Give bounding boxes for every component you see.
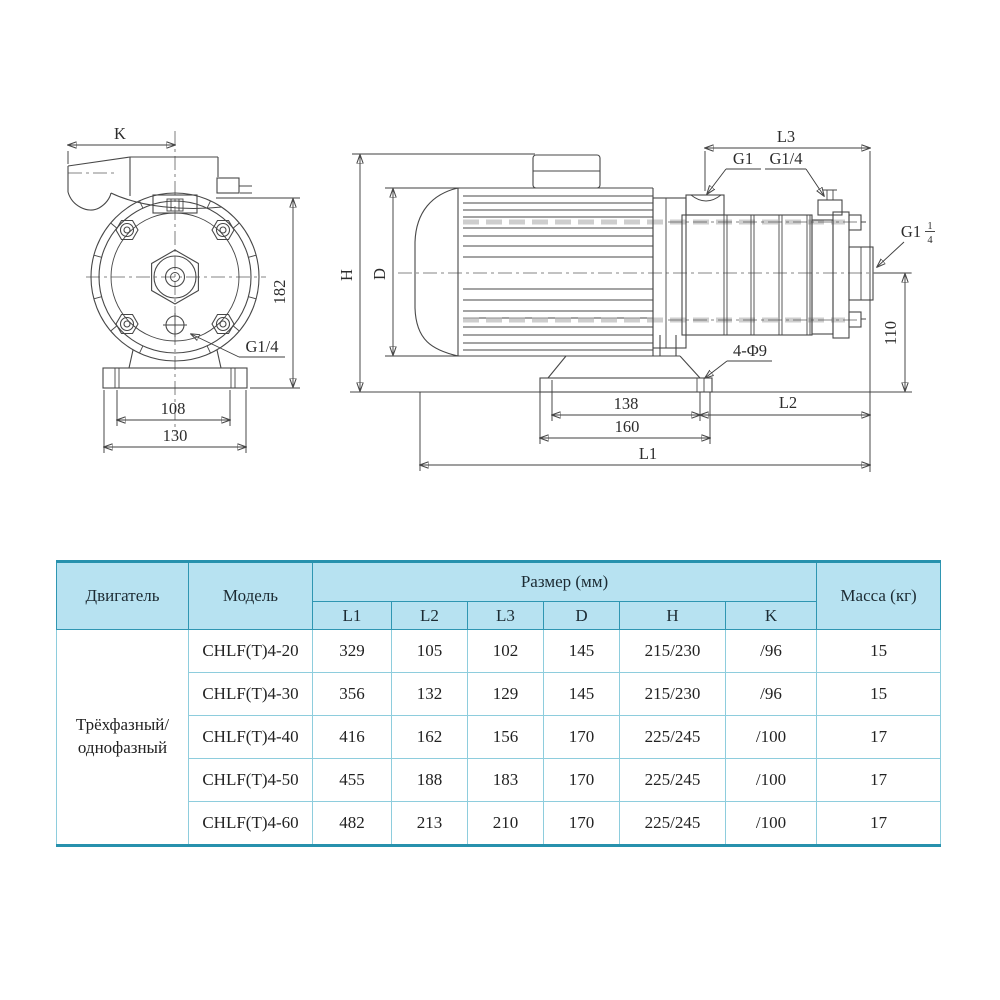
d-cell: 170 xyxy=(544,802,620,846)
table-row xyxy=(57,673,941,716)
k-cell: /96 xyxy=(726,630,817,673)
header-model: Модель xyxy=(189,562,313,630)
motor-type-cell xyxy=(57,630,189,846)
dim-138-label: 138 xyxy=(613,394,639,413)
front-view xyxy=(68,124,300,453)
header-col-l2: L2 xyxy=(392,602,468,630)
mass-cell: 17 xyxy=(817,716,941,759)
l1-cell: 329 xyxy=(313,630,392,673)
dim-130-label: 130 xyxy=(162,426,188,445)
table-row xyxy=(57,716,941,759)
dim-h-label: H xyxy=(337,269,356,281)
l1-cell: 356 xyxy=(313,673,392,716)
inlet-port-label: G1 xyxy=(732,149,754,168)
h-cell: 225/245 xyxy=(620,716,726,759)
side-view xyxy=(337,127,935,472)
h-cell: 225/245 xyxy=(620,802,726,846)
table-row xyxy=(57,759,941,802)
header-col-k: K xyxy=(726,602,817,630)
dim-110-label: 110 xyxy=(881,320,900,346)
k-cell: /96 xyxy=(726,673,817,716)
l2-cell: 132 xyxy=(392,673,468,716)
l3-cell: 102 xyxy=(468,630,544,673)
header-col-h: H xyxy=(620,602,726,630)
l2-cell: 162 xyxy=(392,716,468,759)
model-cell: CHLF(T)4-20 xyxy=(189,630,313,673)
l2-cell: 188 xyxy=(392,759,468,802)
motor-type-line1: Трёхфазный/ xyxy=(75,715,170,735)
l1-cell: 455 xyxy=(313,759,392,802)
d-cell: 145 xyxy=(544,673,620,716)
h-cell: 215/230 xyxy=(620,673,726,716)
dim-l3-label: L3 xyxy=(776,127,796,146)
discharge-port-label: G1 xyxy=(900,222,922,241)
mass-cell: 17 xyxy=(817,802,941,846)
dim-d-label: D xyxy=(370,268,389,280)
mass-cell: 15 xyxy=(817,630,941,673)
l1-cell: 482 xyxy=(313,802,392,846)
header-motor: Двигатель xyxy=(57,562,189,630)
header-col-l3: L3 xyxy=(468,602,544,630)
vent-port-label: G1/4 xyxy=(769,149,803,168)
model-cell: CHLF(T)4-30 xyxy=(189,673,313,716)
k-cell: /100 xyxy=(726,802,817,846)
dim-l2-label: L2 xyxy=(778,393,798,412)
header-col-d: D xyxy=(544,602,620,630)
header-mass: Масса (кг) xyxy=(817,562,941,630)
model-cell: CHLF(T)4-40 xyxy=(189,716,313,759)
dim-182-label: 182 xyxy=(270,279,289,305)
d-cell: 170 xyxy=(544,759,620,802)
k-cell: /100 xyxy=(726,759,817,802)
dim-160-label: 160 xyxy=(614,417,640,436)
l2-cell: 105 xyxy=(392,630,468,673)
l1-cell: 416 xyxy=(313,716,392,759)
dim-l1-label: L1 xyxy=(638,444,658,463)
model-cell: CHLF(T)4-50 xyxy=(189,759,313,802)
spec-table xyxy=(56,560,941,847)
d-cell: 170 xyxy=(544,716,620,759)
table-row xyxy=(57,802,941,846)
discharge-port-frac-den: 4 xyxy=(927,235,933,246)
l3-cell: 129 xyxy=(468,673,544,716)
l3-cell: 210 xyxy=(468,802,544,846)
motor-type-line2: однофазный xyxy=(77,738,168,757)
discharge-port-frac-num: 1 xyxy=(927,221,933,232)
foot-holes-label: 4-Φ9 xyxy=(732,341,768,360)
k-cell: /100 xyxy=(726,716,817,759)
l2-cell: 213 xyxy=(392,802,468,846)
l3-cell: 183 xyxy=(468,759,544,802)
l3-cell: 156 xyxy=(468,716,544,759)
dim-108-label: 108 xyxy=(160,399,186,418)
h-cell: 215/230 xyxy=(620,630,726,673)
d-cell: 145 xyxy=(544,630,620,673)
header-col-l1: L1 xyxy=(313,602,392,630)
h-cell: 225/245 xyxy=(620,759,726,802)
model-cell: CHLF(T)4-60 xyxy=(189,802,313,846)
table-row xyxy=(57,630,941,673)
header-size-group: Размер (мм) xyxy=(313,562,817,602)
dim-k-label: K xyxy=(114,124,126,143)
mass-cell: 15 xyxy=(817,673,941,716)
front-port-label: G1/4 xyxy=(245,337,279,356)
mass-cell: 17 xyxy=(817,759,941,802)
